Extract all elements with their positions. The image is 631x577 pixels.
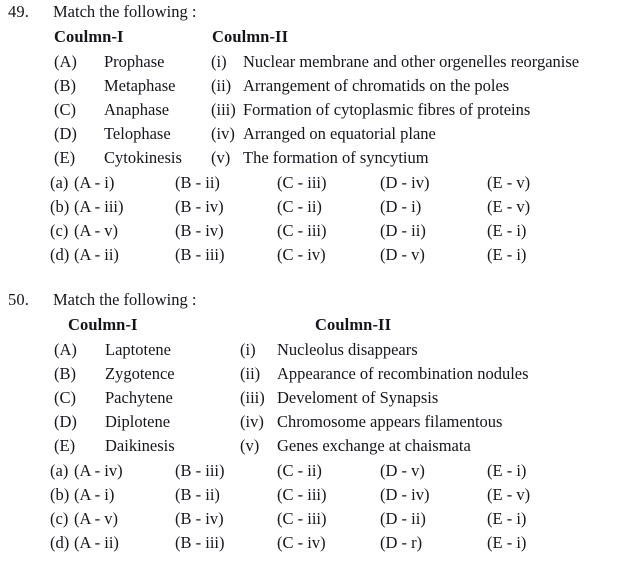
match-description: Arranged on equatorial plane	[243, 124, 436, 143]
option-pair: (E - v)	[487, 485, 531, 504]
match-numeral: (ii)	[240, 364, 261, 383]
option-label: (d)	[50, 245, 70, 264]
match-numeral: (iv)	[240, 412, 264, 431]
table-row	[0, 148, 631, 172]
question-heading	[0, 2, 631, 27]
match-description: Nuclear membrane and other orgenelles reorganise	[243, 52, 580, 71]
option-pair: (C - ii)	[277, 461, 322, 480]
match-description: Appearance of recombination nodules	[277, 364, 529, 383]
match-term: Anaphase	[104, 100, 170, 119]
match-key: (A)	[54, 340, 77, 359]
match-term: Prophase	[104, 52, 165, 71]
option-pair: (E - i)	[487, 509, 527, 528]
table-row	[0, 100, 631, 124]
option-pair: (B - iii)	[175, 245, 225, 264]
table-row	[0, 436, 631, 460]
answer-option-d[interactable]	[0, 533, 631, 557]
table-row	[0, 412, 631, 436]
answer-options	[0, 461, 631, 557]
answer-options	[0, 173, 631, 269]
match-term: Cytokinesis	[104, 148, 182, 167]
option-pair: (B - iii)	[175, 533, 225, 552]
match-description: Develoment of Synapsis	[277, 388, 439, 407]
question-heading	[0, 290, 631, 315]
option-pair: (A - v)	[74, 509, 118, 528]
match-numeral: (ii)	[211, 76, 232, 95]
match-key: (D)	[54, 412, 77, 431]
question-block-49	[0, 2, 631, 269]
option-pair: (A - v)	[74, 221, 118, 240]
option-pair: (A - ii)	[74, 245, 119, 264]
option-pair: (B - ii)	[175, 485, 220, 504]
option-label: (a)	[50, 461, 69, 480]
option-pair: (B - iv)	[175, 197, 224, 216]
table-row	[0, 388, 631, 412]
match-key: (E)	[54, 148, 76, 167]
option-pair: (A - iv)	[74, 461, 123, 480]
option-label: (d)	[50, 533, 70, 552]
option-pair: (B - iv)	[175, 221, 224, 240]
table-row	[0, 52, 631, 76]
answer-option-b[interactable]	[0, 197, 631, 221]
match-key: (C)	[54, 100, 76, 119]
match-key: (B)	[54, 364, 76, 383]
option-pair: (B - iii)	[175, 461, 225, 480]
match-numeral: (v)	[240, 436, 260, 455]
option-pair: (C - ii)	[277, 197, 322, 216]
match-key: (C)	[54, 388, 76, 407]
option-pair: (D - ii)	[380, 221, 426, 240]
option-label: (c)	[50, 509, 69, 528]
column-header-right: Coulmn-II	[212, 27, 289, 46]
option-pair: (C - iii)	[277, 173, 327, 192]
option-pair: (A - i)	[74, 173, 115, 192]
option-pair: (D - iv)	[380, 485, 430, 504]
match-numeral: (i)	[211, 52, 227, 71]
match-term: Diplotene	[105, 412, 171, 431]
option-pair: (C - iii)	[277, 485, 327, 504]
option-pair: (C - iii)	[277, 221, 327, 240]
match-description: Nucleolus disappears	[277, 340, 418, 359]
option-pair: (E - i)	[487, 221, 527, 240]
answer-option-c[interactable]	[0, 221, 631, 245]
option-label: (b)	[50, 485, 70, 504]
option-pair: (D - v)	[380, 245, 425, 264]
option-pair: (E - i)	[487, 533, 527, 552]
match-description: Arrangement of chromatids on the poles	[243, 76, 510, 95]
match-term: Zygotence	[105, 364, 175, 383]
option-pair: (D - r)	[380, 533, 423, 552]
question-number: 49.	[8, 2, 29, 21]
table-row	[0, 124, 631, 148]
match-numeral: (v)	[211, 148, 231, 167]
match-table	[0, 52, 631, 172]
answer-option-a[interactable]	[0, 461, 631, 485]
match-description: Chromosome appears filamentous	[277, 412, 503, 431]
option-pair: (D - iv)	[380, 173, 430, 192]
match-key: (A)	[54, 52, 77, 71]
column-headers	[0, 315, 631, 340]
match-term: Laptotene	[105, 340, 171, 359]
match-numeral: (iii)	[240, 388, 265, 407]
match-term: Telophase	[104, 124, 171, 143]
match-term: Daikinesis	[105, 436, 175, 455]
match-table	[0, 340, 631, 460]
column-header-left: Coulmn-I	[68, 315, 138, 334]
option-pair: (E - i)	[487, 245, 527, 264]
question-block-50	[0, 290, 631, 557]
answer-option-c[interactable]	[0, 509, 631, 533]
option-pair: (B - iv)	[175, 509, 224, 528]
option-label: (b)	[50, 197, 70, 216]
match-numeral: (iv)	[211, 124, 235, 143]
question-number: 50.	[8, 290, 29, 309]
match-description: Genes exchange at chaismata	[277, 436, 471, 455]
table-row	[0, 76, 631, 100]
match-numeral: (iii)	[211, 100, 236, 119]
column-header-left: Coulmn-I	[54, 27, 124, 46]
match-numeral: (i)	[240, 340, 256, 359]
option-pair: (A - iii)	[74, 197, 124, 216]
option-label: (c)	[50, 221, 69, 240]
option-pair: (C - iv)	[277, 245, 326, 264]
option-pair: (C - iv)	[277, 533, 326, 552]
option-pair: (D - i)	[380, 197, 422, 216]
option-pair: (A - i)	[74, 485, 115, 504]
match-key: (E)	[54, 436, 76, 455]
option-pair: (E - v)	[487, 173, 531, 192]
option-pair: (E - i)	[487, 461, 527, 480]
match-key: (B)	[54, 76, 76, 95]
table-row	[0, 340, 631, 364]
option-pair: (D - ii)	[380, 509, 426, 528]
column-headers	[0, 27, 631, 52]
answer-option-a[interactable]	[0, 173, 631, 197]
column-header-right: Coulmn-II	[315, 315, 392, 334]
option-pair: (D - v)	[380, 461, 425, 480]
match-key: (D)	[54, 124, 77, 143]
match-term: Metaphase	[104, 76, 176, 95]
question-prompt: Match the following :	[53, 290, 197, 309]
option-pair: (B - ii)	[175, 173, 220, 192]
answer-option-b[interactable]	[0, 485, 631, 509]
answer-option-d[interactable]	[0, 245, 631, 269]
match-description: The formation of syncytium	[243, 148, 429, 167]
option-pair: (C - iii)	[277, 509, 327, 528]
option-pair: (A - ii)	[74, 533, 119, 552]
table-row	[0, 364, 631, 388]
option-pair: (E - v)	[487, 197, 531, 216]
option-label: (a)	[50, 173, 69, 192]
match-description: Formation of cytoplasmic fibres of proteins	[243, 100, 531, 119]
question-prompt: Match the following :	[53, 2, 197, 21]
match-term: Pachytene	[105, 388, 173, 407]
